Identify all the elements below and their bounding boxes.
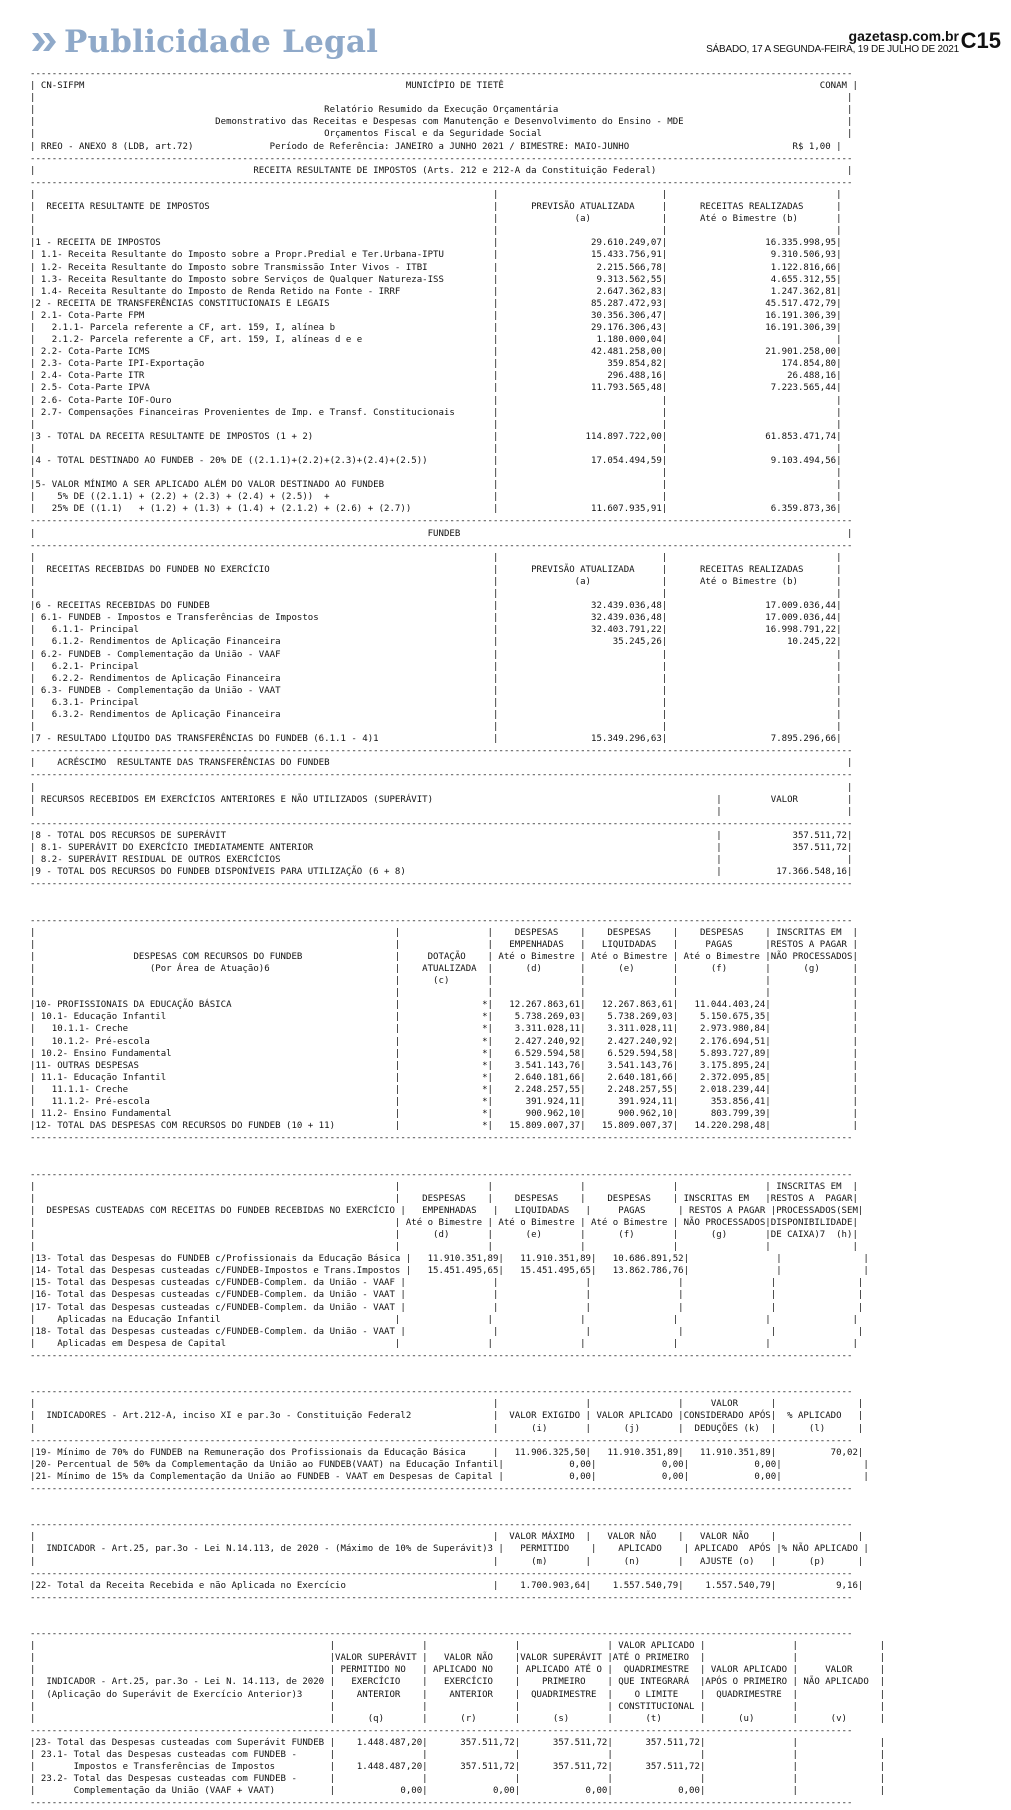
page-number: C15 — [960, 28, 1001, 53]
edition-date: SÁBADO, 17 A SEGUNDA-FEIRA, 19 DE JULHO DE 2021 — [706, 44, 959, 55]
mde-report-text: ------------------------------------------------------------------------------------------------------------------------------------------------------- | CN-SIFPM MUNICÍPIO DE TIETÊ CONAM | | | | Relatório Resumido da Execução Orçamentária | | Demonstrativo das Receitas e Despesas com Manutenção e Desenvolvimento do Ensino - MDE | | Orçamentos Fiscal e da Seguridade Social | | RREO - ANEXO 8 (LDB, art.72) Período de Referência: JANEIRO a JUNHO 2021 / BIMESTRE: MAIO-JUNHO R$ 1,00 | ------------------------------------------------------------------------------------------------------------------------------------------------------- | RECEITA RESULTANTE DE IMPOSTOS (Arts. 212 e 212-A da Constituição Federal) | ------------------------------------------------------------------------------------------------------------------------------------------------------- | | | | | RECEITA RESULTANTE DE IMPOSTOS | PREVISÃO ATUALIZADA | RECEITAS REALIZADAS | | | (a) | Até o Bimestre (b) | | | | | |1 - RECEITA DE IMPOSTOS | 29.610.249,07| 16.335.998,95| | 1.1- Receita Resultante do Imposto sobre a Propr.Predial e Ter.Urbana-IPTU | 15.433.756,91| 9.310.506,93| | 1.2- Receita Resultante do Imposto sobre Transmissão Inter Vivos - ITBI | 2.215.566,78| 1.122.816,66| | 1.3- Receita Resultante do Imposto sobre Serviços de Qualquer Natureza-ISS | 9.313.562,55| 4.655.312,55| | 1.4- Receita Resultante do Imposto de Renda Retido na Fonte - IRRF | 2.647.362,83| 1.247.362,81| |2 - RECEITA DE TRANSFERÊNCIAS CONSTITUCIONAIS E LEGAIS | 85.287.472,93| 45.517.472,79| | 2.1- Cota-Parte FPM | 30.356.306,47| 16.191.306,39| | 2.1.1- Parcela referente a CF, art. 159, I, alínea b | 29.176.306,43| 16.191.306,39| | 2.1.2- Parcela referente a CF, art. 159, I, alíneas d e e | 1.180.000,04| | | 2.2- Cota-Parte ICMS | 42.481.258,00| 21.901.258,00| | 2.3- Cota-Parte IPI-Exportação | 359.854,82| 174.854,80| | 2.4- Cota-Parte ITR | 296.488,16| 26.488,16| | 2.5- Cota-Parte IPVA | 11.793.565,48| 7.223.565,44| | 2.6- Cota-Parte IOF-Ouro | | | | 2.7- Compensações Financeiras Provenientes de Imp. e Transf. Constitucionais | | | | | | | |3 - TOTAL DA RECEITA RESULTANTE DE IMPOSTOS (1 + 2) | 114.897.722,00| 61.853.471,74| | | | | |4 - TOTAL DESTINADO AO FUNDEB - 20% DE ((2.1.1)+(2.2)+(2.3)+(2.4)+(2.5)) | 17.054.494,59| 9.103.494,56| | | | | |5- VALOR MÍNIMO A SER APLICADO ALÉM DO VALOR DESTINADO AO FUNDEB | | | | 5% DE ((2.1.1) + (2.2) + (2.3) + (2.4) + (2.5)) + | | | | 25% DE ((1.1) + (1.2) + (1.3) + (1.4) + (2.1.2) + (2.6) + (2.7)) | 11.607.935,91| 6.359.873,36| ------------------------------------------------------------------------------------------------------------------------------------------------------- | FUNDEB | ------------------------------------------------------------------------------------------------------------------------------------------------------- | | | | | RECEITAS RECEBIDAS DO FUNDEB NO EXERCÍCIO | PREVISÃO ATUALIZADA | RECEITAS REALIZADAS | | | (a) | Até o Bimestre (b) | | | | | |6 - RECEITAS RECEBIDAS DO FUNDEB | 32.439.036,48| 17.009.036,44| | 6.1- FUNDEB - Impostos e Transferências de Impostos | 32.439.036,48| 17.009.036,44| | 6.1.1- Principal | 32.403.791,22| 16.998.791,22| | 6.1.2- Rendimentos de Aplicação Financeira | 35.245,26| 10.245,22| | 6.2- FUNDEB - Complementação da União - VAAF | | | | 6.2.1- Principal | | | | 6.2.2- Rendimentos de Aplicação Financeira | | | | 6.3- FUNDEB - Complementação da União - VAAT | | | | 6.3.1- Principal | | | | 6.3.2- Rendimentos de Aplicação Financeira | | | | | | | |7 - RESULTADO LÍQUIDO DAS TRANSFERÊNCIAS DO FUNDEB (6.1.1 - 4)1 | 15.349.296,63| 7.895.296,66| ------------------------------------------------------------------------------------------------------------------------------------------------------- | ACRÉSCIMO RESULTANTE DAS TRANSFERÊNCIAS DO FUNDEB | ------------------------------------------------------------------------------------------------------------------------------------------------------- | | | RECURSOS RECEBIDOS EM EXERCÍCIOS ANTERIORES E NÃO UTILIZADOS (SUPERÁVIT) | VALOR | | | | ------------------------------------------------------------------------------------------------------------------------------------------------------- |8 - TOTAL DOS RECURSOS DE SUPERÁVIT | 357.511,72| | 8.1- SUPERÁVIT DO EXERCÍCIO IMEDIATAMENTE ANTERIOR | 357.511,72| | 8.2- SUPERÁVIT RESIDUAL DE OUTROS EXERCÍCIOS | | |9 - TOTAL DOS RECURSOS DO FUNDEB DISPONÍVEIS PARA UTILIZAÇÃO (6 + 8) | 17.366.548,16| ------------------------------------------------------------------------------------------------------------------------------------------------------- ------------------------------------------------------------------------------------------------------------------------------------------------------- | | | DESPESAS | DESPESAS | DESPESAS | INSCRITAS EM | | | | EMPENHADAS | LIQUIDADAS | PAGAS |RESTOS A PAGAR | | DESPESAS COM RECURSOS DO FUNDEB | DOTAÇÃO | Até o Bimestre | Até o Bimestre | Até o Bimestre |NÃO PROCESSADOS| | (Por Área de Atuação)6 | ATUALIZADA | (d) | (e) | (f) | (g) | | | (c) | | | | | | | | | | | | |10- PROFISSIONAIS DA EDUCAÇÃO BÁSICA | *| 12.267.863,61| 12.267.863,61| 11.044.403,24| | | 10.1- Educação Infantil | *| 5.738.269,03| 5.738.269,03| 5.150.675,35| | | 10.1.1- Creche | *| 3.311.028,11| 3.311.028,11| 2.973.980,84| | | 10.1.2- Pré-escola | *| 2.427.240,92| 2.427.240,92| 2.176.694,51| | | 10.2- Ensino Fundamental | *| 6.529.594,58| 6.529.594,58| 5.893.727,89| | |11- OUTRAS DESPESAS | *| 3.541.143,76| 3.541.143,76| 3.175.895,24| | | 11.1- Educação Infantil | *| 2.640.181,66| 2.640.181,66| 2.372.095,85| | | 11.1.1- Creche | *| 2.248.257,55| 2.248.257,55| 2.018.239,44| | | 11.1.2- Pré-escola | *| 391.924,11| 391.924,11| 353.856,41| | | 11.2- Ensino Fundamental | *| 900.962,10| 900.962,10| 803.799,39| | |12- TOTAL DAS DESPESAS COM RECURSOS DO FUNDEB (10 + 11) | *| 15.809.007,37| 15.809.007,37| 14.220.298,48| | ------------------------------------------------------------------------------------------------------------------------------------------------------- ------------------------------------------------------------------------------------------------------------------------------------------------------- | | | | | | INSCRITAS EM | | | DESPESAS | DESPESAS | DESPESAS | INSCRITAS EM |RESTOS A PAGAR| | DESPESAS CUSTEADAS COM RECEITAS DO FUNDEB RECEBIDAS NO EXERCÍCIO | EMPENHADAS | LIQUIDADAS | PAGAS | RESTOS A PAGAR |PROCESSADOS(SEM| | | Até o Bimestre | Até o Bimestre | Até o Bimestre | NÃO PROCESSADOS|DISPONIBILIDADE| | | (d) | (e) | (f) | (g) |DE CAIXA)7 (h)| | | | | | | | |13- Total das Despesas do FUNDEB c/Profissionais da Educação Básica | 11.910.351,89| 11.910.351,89| 10.686.891,52| | | |14- Total das Despesas custeadas c/FUNDEB-Impostos e Trans.Impostos | 15.451.495,65| 15.451.495,65| 13.862.786,76| | | |15- Total das Despesas custeadas c/FUNDEB-Complem. da União - VAAF | | | | | | |16- Total das Despesas custeadas c/FUNDEB-Complem. da União - VAAT | | | | | | |17- Total das Despesas custeadas c/FUNDEB-Complem. da União - VAAT | | | | | | | Aplicadas na Educação Infantil | | | | | | |18- Total das Despesas custeadas c/FUNDEB-Complem. da União - VAAT | | | | | | | Aplicadas em Despesa de Capital | | | | | | ------------------------------------------------------------------------------------------------------------------------------------------------------- ------------------------------------------------------------------------------------------------------------------------------------------------------- | | | | VALOR | | | INDICADORES - Art.212-A, inciso XI e par.3o - Constituição Federal2 | VALOR EXIGIDO | VALOR APLICADO |CONSIDERADO APÓS| % APLICADO | | | (i) | (j) | DEDUÇÕES (k) | (l) | ------------------------------------------------------------------------------------------------------------------------------------------------------- |19- Mínimo de 70% do FUNDEB na Remuneração dos Profissionais da Educação Básica | 11.906.325,50| 11.910.351,89| 11.910.351,89| 70,02| |20- Percentual de 50% da Complementação da União ao FUNDEB(VAAT) na Educação Infantil| 0,00| 0,00| 0,00| | |21- Mínimo de 15% da Complementação da União ao FUNDEB - VAAT em Despesas de Capital | 0,00| 0,00| 0,00| | ------------------------------------------------------------------------------------------------------------------------------------------------------- ------------------------------------------------------------------------------------------------------------------------------------------------------- | | VALOR MÁXIMO | VALOR NÃO | VALOR NÃO | | | INDICADOR - Art.25, par.3o - Lei N.14.113, de 2020 - (Máximo de 10% de Superávit)3 | PERMITIDO | APLICADO | APLICADO APÓS |% NÃO APLICADO | | | (m) | (n) | AJUSTE (o) | (p) | ------------------------------------------------------------------------------------------------------------------------------------------------------- |22- Total da Receita Recebida e não Aplicada no Exercício | 1.700.903,64| 1.557.540,79| 1.557.540,79| 9,16| ------------------------------------------------------------------------------------------------------------------------------------------------------- ------------------------------------------------------------------------------------------------------------------------------------------------------- | | | | | VALOR APLICADO | | | | |VALOR SUPERÁVIT | VALOR NÃO |VALOR SUPERÁVIT |ATÉ O PRIMEIRO | | | | | PERMITIDO NO | APLICADO NO | APLICADO ATÉ O | QUADRIMESTRE | VALOR APLICADO | VALOR | | INDICADOR - Art.25, par.3o - Lei N. 14.113, de 2020 | EXERCÍCIO | EXERCÍCIO | PRIMEIRO | QUE INTEGRARÁ |APÓS O PRIMEIRO | NÃO APLICADO | | (Aplicação do Superávit de Exercício Anterior)3 | ANTERIOR | ANTERIOR | QUADRIMESTRE | O LIMITE | QUADRIMESTRE | | | | | | | CONSTITUCIONAL | | | | | (q) | (r) | (s) | (t) | (u) | (v) | ------------------------------------------------------------------------------------------------------------------------------------------------------- |23- Total das Despesas custeadas com Superávit FUNDEB | 1.448.487,20| 357.511,72| 357.511,72| 357.511,72| | | | 23.1- Total das Despesas custeadas com FUNDEB - | | | | | | | | Impostos e Transferências de Impostos | 1.448.487,20| 357.511,72| 357.511,72| 357.511,72| | | | 23.2- Total das Despesas custeadas com FUNDEB - | | | | | | | | Complementação da União (VAAF + VAAT) | 0,00| 0,00| 0,00| 0,00| | | ------------------------------------------------------------------------------------------------------------------------------------------------------- — [30, 69, 886, 1809]
site-info — [706, 28, 959, 55]
site-url: gazetasp.com.br — [848, 28, 959, 44]
double-chevron-icon — [32, 31, 58, 53]
publicidade-legal-logo — [32, 22, 378, 62]
brand-title: Publicidade Legal — [64, 24, 379, 60]
page-header — [0, 0, 1011, 62]
